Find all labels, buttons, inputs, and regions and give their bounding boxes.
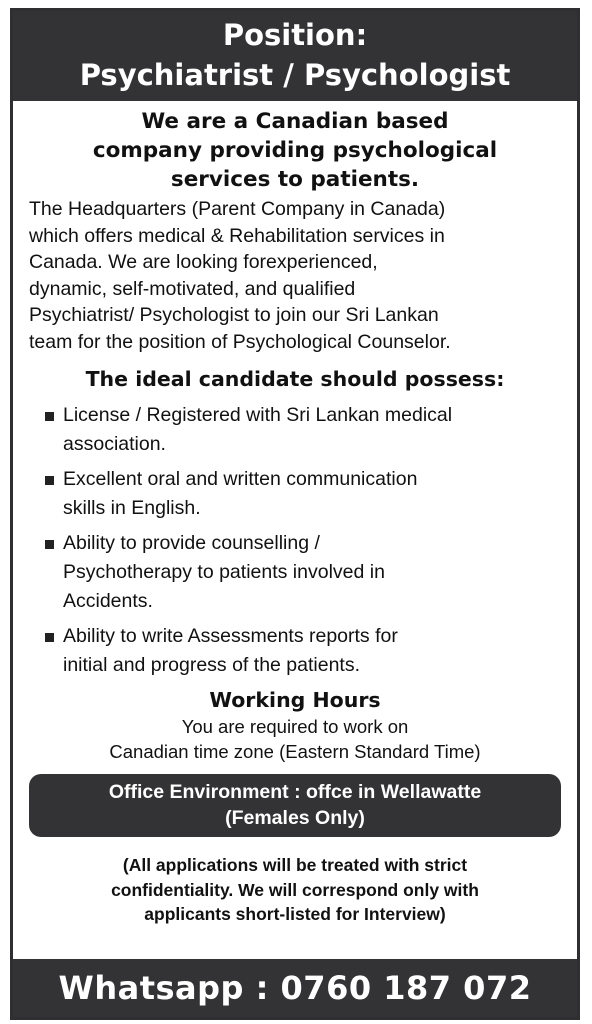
intro-line: services to patients. xyxy=(170,167,420,192)
whatsapp-contact-banner xyxy=(13,959,577,1017)
position-banner xyxy=(13,11,577,101)
confidentiality-note xyxy=(13,853,577,927)
job-advertisement xyxy=(10,8,580,1020)
working-hours-line: Canadian time zone (Eastern Standard Time) xyxy=(109,741,481,762)
requirements-list xyxy=(13,401,577,680)
working-hours-heading: Working Hours xyxy=(209,688,381,712)
requirement-line: association. xyxy=(63,433,166,455)
description-line: team for the position of Psychological Counselor. xyxy=(29,330,451,353)
square-bullet-icon xyxy=(45,412,54,421)
description-line: dynamic, self-motivated, and qualified xyxy=(29,277,356,300)
confidentiality-line: confidentiality. We will correspond only with xyxy=(111,879,479,900)
square-bullet-icon xyxy=(45,633,54,642)
requirement-line: initial and progress of the patients. xyxy=(63,654,361,676)
requirement-line: Accidents. xyxy=(63,590,153,612)
working-hours-text xyxy=(13,714,577,764)
square-bullet-icon xyxy=(45,540,54,549)
intro-line: company providing psychological xyxy=(92,138,498,163)
square-bullet-icon xyxy=(45,476,54,485)
office-environment-banner xyxy=(29,774,561,837)
position-title: Psychiatrist / Psychologist xyxy=(79,58,511,92)
requirement-item xyxy=(43,401,569,459)
company-description xyxy=(13,196,577,355)
requirement-line: License / Registered with Sri Lankan medical xyxy=(63,404,453,426)
confidentiality-line: (All applications will be treated with strict xyxy=(122,855,468,875)
requirement-line: Ability to write Assessments reports for xyxy=(63,625,398,647)
description-line: Psychiatrist/ Psychologist to join our Sri Lankan xyxy=(29,304,439,326)
ideal-candidate-heading: The ideal candidate should possess: xyxy=(85,367,505,391)
office-line: Office Environment : offce in Wellawatte xyxy=(108,781,482,803)
description-line: The Headquarters (Parent Company in Canada) xyxy=(29,198,446,220)
requirement-item xyxy=(43,465,569,523)
requirement-line: skills in English. xyxy=(63,497,201,519)
position-label: Position: xyxy=(222,18,368,52)
requirement-line: Excellent oral and written communication xyxy=(63,468,418,490)
working-hours-line: You are required to work on xyxy=(181,716,409,737)
requirement-item xyxy=(43,622,569,680)
confidentiality-line: applicants short-listed for Interview) xyxy=(144,904,446,924)
whatsapp-contact-text: Whatsapp : 0760 187 072 xyxy=(58,969,532,1007)
company-intro xyxy=(13,107,577,194)
requirement-item xyxy=(43,529,569,616)
description-line: Canada. We are looking forexperienced, xyxy=(29,251,378,273)
requirement-line: Psychotherapy to patients involved in xyxy=(63,561,385,583)
requirement-line: Ability to provide counselling / xyxy=(63,532,320,554)
office-line: (Females Only) xyxy=(225,807,365,829)
description-line: which offers medical & Rehabilitation services in xyxy=(29,224,445,247)
intro-line: We are a Canadian based xyxy=(141,109,449,134)
